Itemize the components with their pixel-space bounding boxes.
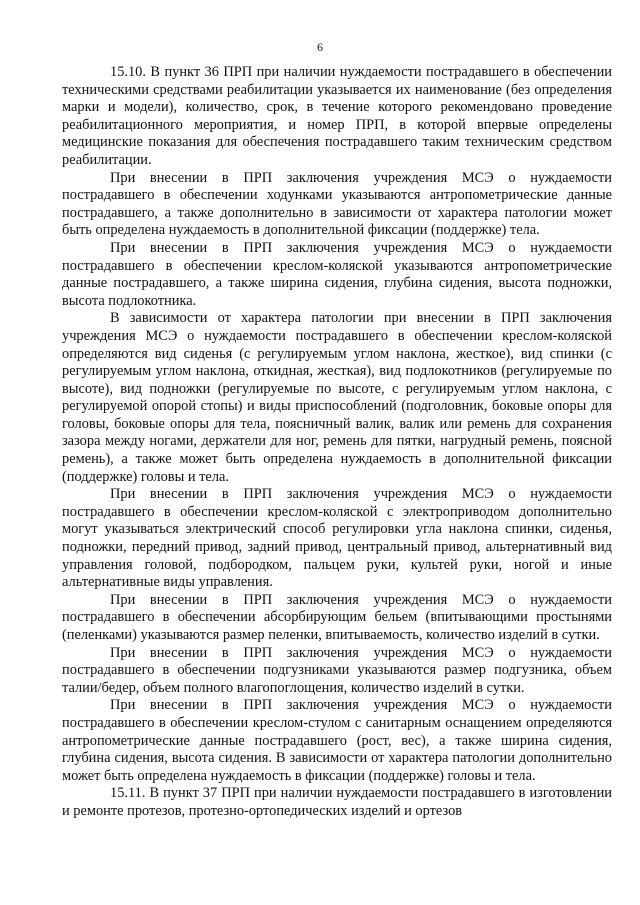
document-body: [62, 64, 612, 821]
paragraph-absorbent-linen: При внесении в ПРП заключения учреждения МСЭ о нуждаемости пострадавшего в обеспечении абсорбирующим бельем (впитывающими простынями (пеленками) указываются размер пеленки, впитываемость, количество изделий в сутки.: [62, 591, 612, 643]
page-number: 6: [317, 40, 323, 54]
paragraph-walkers: При внесении в ПРП заключения учреждения МСЭ о нуждаемости пострадавшего в обеспечении ходунками указываются антропометрические данные пострадавшего, а также дополнительно в зависимости от характера патологии может быть определена нуждаемость в дополнительной фиксации (поддержке) тела.: [62, 169, 612, 239]
paragraph-15-10: 15.10. В пункт 36 ПРП при наличии нуждаемости пострадавшего в обеспечении техническими средствами реабилитации указывается их наименование (без определения марки и модели), количество, срок, в течение которого рекомендовано проведение реабилитационного мероприятия, и номер ПРП, в которой впервые определены медицинские показания для обеспечения пострадавшего таким техническим средством реабилитации.: [62, 64, 612, 168]
paragraph-wheelchair-options: В зависимости от характера патологии при внесении в ПРП заключения учреждения МСЭ о нуждаемости пострадавшего в обеспечении креслом-коляской определяются вид сиденья (с регулируемым углом наклона, жесткое), вид спинки (с регулируемым углом наклона, откидная, жесткая), вид подлокотников (регулируемые по высоте), вид подножки (регулируемые по высоте, с регулируемым углом наклона, с регулируемой опорой стопы) и виды приспособлений (подголовник, боковые опоры для головы, боковые опоры для тела, поясничный валик, валик или ремень для сохранения зазора между ногами, держатели для ног, ремень для пятки, нагрудный ремень, поясной ремень), а также может быть определена нуждаемость в дополнительной фиксации (поддержке) головы и тела.: [62, 310, 612, 485]
paragraph-diapers: При внесении в ПРП заключения учреждения МСЭ о нуждаемости пострадавшего в обеспечении подгузниками указываются размер подгузника, объем талии/бедер, объем полного влагопоглощения, количество изделий в сутки.: [62, 644, 612, 696]
paragraph-15-11: 15.11. В пункт 37 ПРП при наличии нуждаемости пострадавшего в изготовлении и ремонте протезов, протезно-ортопедических изделий и ортезов: [62, 785, 612, 819]
paragraph-toilet-chair: При внесении в ПРП заключения учреждения МСЭ о нуждаемости пострадавшего в обеспечении креслом-стулом с санитарным оснащением определяются антропометрические данные пострадавшего (рост, вес), а также ширина сидения, глубина сидения, высота сидения. В зависимости от характера патологии дополнительно может быть определена нуждаемость в фиксации (поддержке) головы и тела.: [62, 697, 612, 784]
paragraph-electric-wheelchair: При внесении в ПРП заключения учреждения МСЭ о нуждаемости пострадавшего в обеспечении креслом-коляской с электроприводом дополнительно могут указываться электрический способ регулировки угла наклона спинки, сиденья, подножки, передний привод, задний привод, центральный привод, альтернативный вид управления головой, подбородком, пальцем руки, культей руки, ногой и иные альтернативные виды управления.: [62, 486, 612, 591]
paragraph-wheelchair: При внесении в ПРП заключения учреждения МСЭ о нуждаемости пострадавшего в обеспечении креслом-коляской указываются антропометрические данные пострадавшего, а также ширина сидения, глубина сидения, высота подножки, высота подлокотника.: [62, 239, 612, 309]
